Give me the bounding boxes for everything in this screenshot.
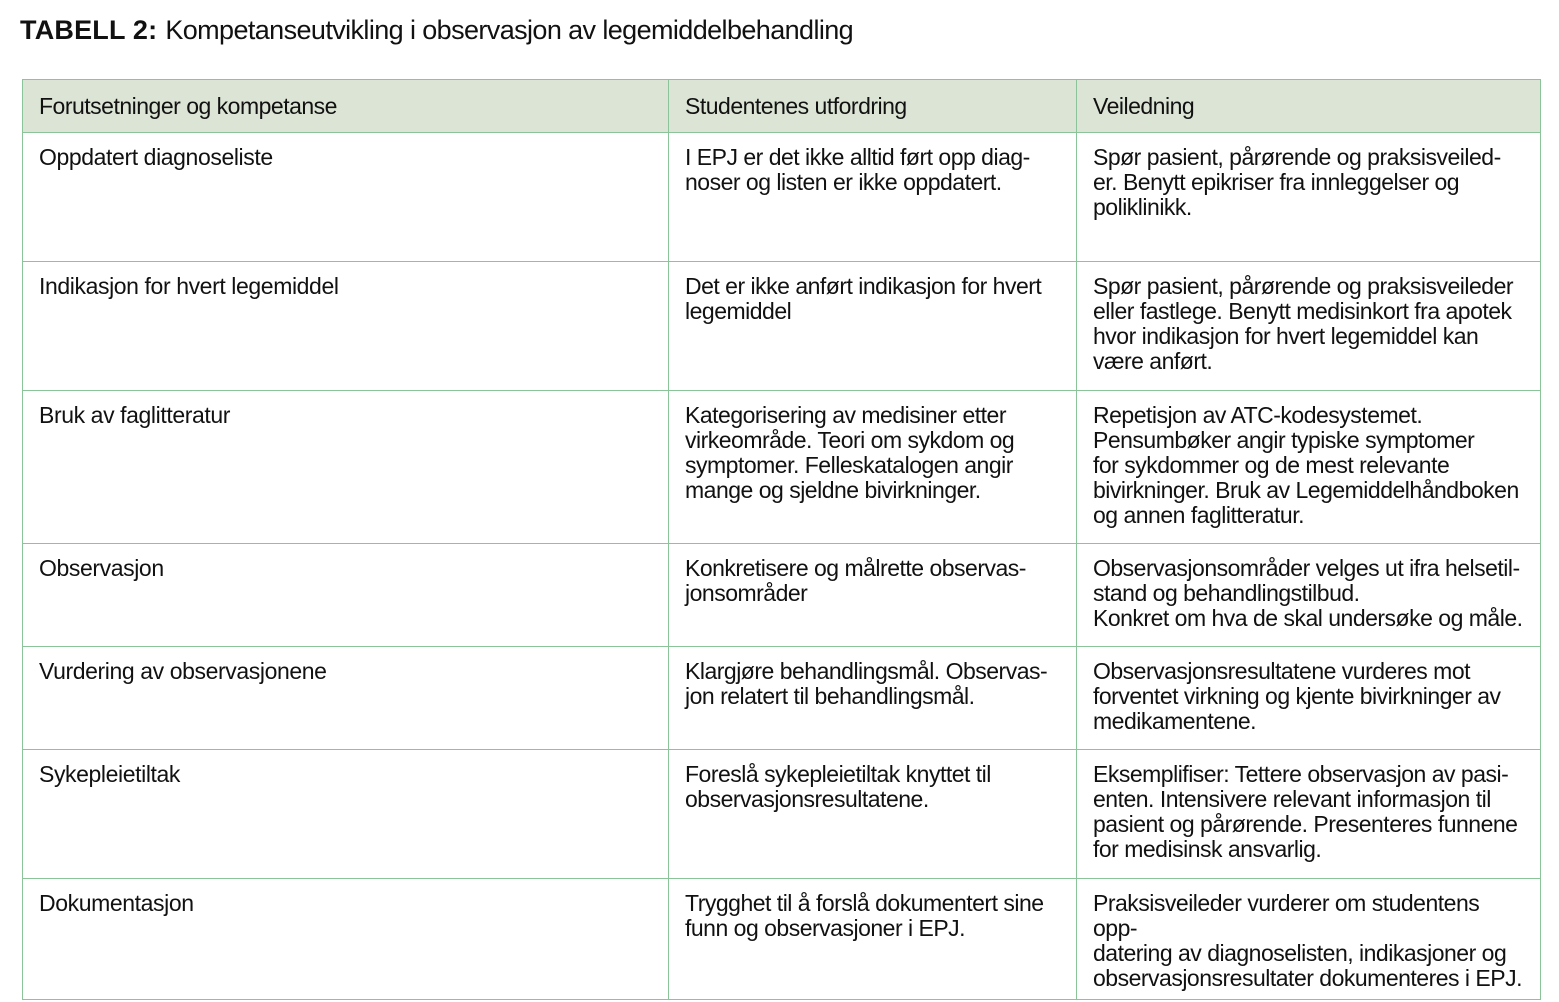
header-cell-veiledning: Veiledning [1077,80,1541,133]
cell-utfordring: Foreslå sykepleietiltak knyttet til observasjonsresultatene. [669,750,1077,879]
table-row [23,262,1541,391]
table-row [23,391,1541,544]
cell-veiledning: Observasjonsresultatene vurderes mot forventet virkning og kjente bivirkninger av medikamentene. [1077,647,1541,750]
cell-kompetanse: Oppdatert diagnoseliste [23,133,669,262]
cell-veiledning: Repetisjon av ATC-kodesystemet. Pensumbøker angir typiske symptomer for sykdommer og de mest relevante bivirkninger. Bruk av Legemiddelhåndboken og annen faglitteratur. [1077,391,1541,544]
header-cell-utfordring: Studentenes utfordring [669,80,1077,133]
table-row [23,544,1541,647]
cell-veiledning: Eksemplifiser: Tettere observasjon av pasi- enten. Intensivere relevant informasjon til pasient og pårørende. Presenteres funnene for medisinsk ansvarlig. [1077,750,1541,879]
table-row [23,647,1541,750]
cell-kompetanse: Sykepleietiltak [23,750,669,879]
cell-veiledning: Praksisveileder vurderer om studentens opp- datering av diagnoselisten, indikasjoner og observasjonsresultater dokumenteres i EPJ. [1077,879,1541,1000]
header-row [23,80,1541,133]
cell-utfordring: Det er ikke anført indikasjon for hvert legemiddel [669,262,1077,391]
cell-utfordring: Trygghet til å forslå dokumentert sine funn og observasjoner i EPJ. [669,879,1077,1000]
table-row [23,879,1541,1000]
header-cell-kompetanse: Forutsetninger og kompetanse [23,80,669,133]
cell-utfordring: Klargjøre behandlingsmål. Observas- jon relatert til behandlingsmål. [669,647,1077,750]
cell-utfordring: Konkretisere og målrette observas- jonsområder [669,544,1077,647]
cell-kompetanse: Vurdering av observasjonene [23,647,669,750]
table-row [23,133,1541,262]
caption-title: Kompetanseutvikling i observasjon av legemiddelbehandling [165,15,854,45]
cell-utfordring: Kategorisering av medisiner etter virkeområde. Teori om sykdom og symptomer. Felleskatalogen angir mange og sjeldne bivirkninger. [669,391,1077,544]
cell-veiledning: Spør pasient, pårørende og praksisveiled- er. Benytt epikriser fra innleggelser og poliklinikk. [1077,133,1541,262]
caption-label: TABELL 2: [20,15,158,45]
cell-utfordring: I EPJ er det ikke alltid ført opp diag- noser og listen er ikke oppdatert. [669,133,1077,262]
cell-kompetanse: Bruk av faglitteratur [23,391,669,544]
cell-kompetanse: Observasjon [23,544,669,647]
cell-veiledning: Observasjonsområder velges ut ifra helsetil- stand og behandlingstilbud. Konkret om hva de skal undersøke og måle. [1077,544,1541,647]
table-caption [20,14,853,46]
cell-kompetanse: Indikasjon for hvert legemiddel [23,262,669,391]
table-row [23,750,1541,879]
cell-veiledning: Spør pasient, pårørende og praksisveileder eller fastlege. Benytt medisinkort fra apotek hvor indikasjon for hvert legemiddel kan være anført. [1077,262,1541,391]
cell-kompetanse: Dokumentasjon [23,879,669,1000]
competence-table [22,79,1541,1000]
table-header [23,80,1541,133]
table-body [23,133,1541,1000]
